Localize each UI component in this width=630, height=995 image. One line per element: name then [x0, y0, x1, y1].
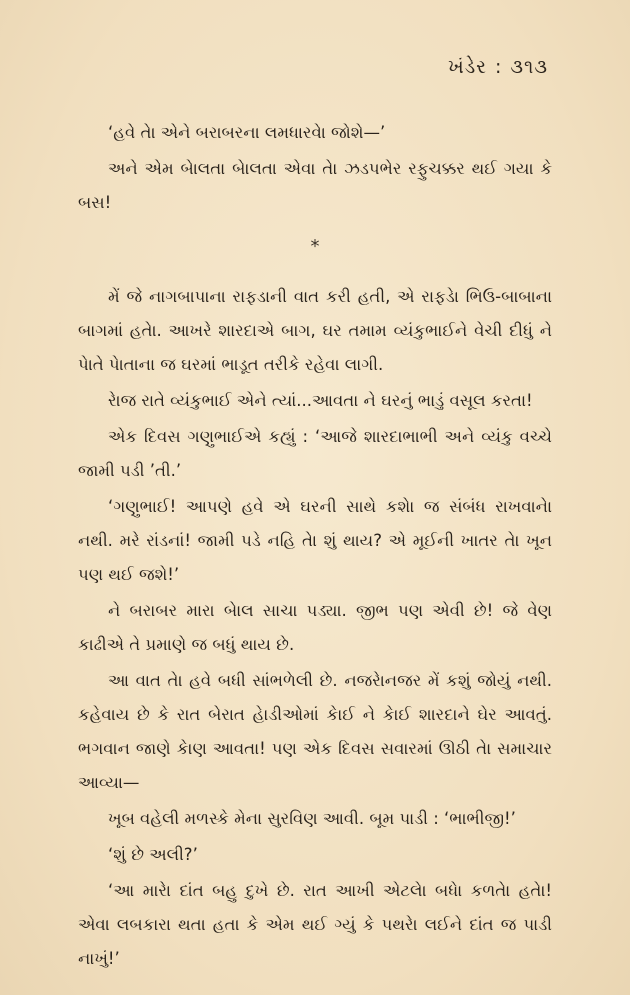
- paragraph: મેં જે નાગબાપાના રાફડાની વાત કરી હતી, એ રાફડેા ભિઉ-બાબાના બાગમાં હતેા. આખરે શારદાએ બાગ, ઘર તમામ વ્યંકુભાઈને વેચી દીધું ને પેાતે પેાતાના જ ઘરમાં ભાડૂત તરીકે રહેવા લાગી.: [78, 287, 552, 374]
- paragraph: ને બરાબર મારા બેાલ સાચા પડ્યા. જીભ પણ એવી છે! જે વેણ કાઢીએ તે પ્રમાણે જ બધું થાય છે.: [78, 601, 552, 654]
- body-text: [78, 116, 552, 976]
- page-number: ૩૧૩: [510, 56, 548, 78]
- paragraph: એક દિવસ ગણુભાઈએ કહ્યું : ‘આજે શારદાભાભી અને વ્યંકુ વચ્ચે જામી પડી ’તી.’: [78, 427, 552, 480]
- running-head: [78, 56, 552, 78]
- paragraph: ‘આ મારેા દાંત બહુ દુખે છે. રાત આખી એટલેા બધેા કળતેા હતેા! એવા લબકારા થતા હતા કે એમ થઈ ગ્યું કે પથરેા લઈને દાંત જ પાડી નાખું!’: [78, 881, 552, 968]
- section-break-asterisk: *: [310, 236, 320, 257]
- paragraph: ‘હવે તેા એને બરાબરના લમધારવેા જોશે—’: [108, 123, 386, 142]
- paragraph: ‘ગણુભાઈ! આપણે હવે એ ઘરની સાથે કશેા જ સંબંધ રાખવાનેા નથી. મરે રાંડનાં! જામી પડે નહિ તેા શું થાય? એ મૂઈની ખાતર તેા ખૂન પણ થઈ જશે!’: [78, 497, 552, 584]
- chapter-title: ખંડેર: [448, 56, 487, 78]
- paragraph: અને એમ બેાલતા બેાલતા એવા તેા ઝડપભેર રફુચક્કર થઈ ગયા કે બસ!: [78, 159, 552, 212]
- paragraph: ખૂબ વહેલી મળસ્કે મેના સુરવિણ આવી. બૂમ પાડી : ‘ભાભીજી!’: [108, 809, 516, 828]
- paragraph: રેાજ રાતે વ્યંકુભાઈ એને ત્યાં...આવતા ને ઘરનું ભાડું વસૂલ કરતા!: [108, 391, 533, 410]
- paragraph: ‘શું છે અલી?’: [108, 845, 198, 864]
- paragraph: આ વાત તેા હવે બધી સાંભળેલી છે. નજરેાનજર મેં કશું જોયું નથી. કહેવાય છે કે રાત બેરાત હેાડીઓમાં કેાઈ ને કેાઈ શારદાને ઘેર આવતું. ભગવાન જાણે કેાણ આવતા! પણ એક દિવસ સવારમાં ઊઠી તેા સમાચાર આવ્યા—: [78, 671, 552, 792]
- header-separator: :: [494, 56, 503, 78]
